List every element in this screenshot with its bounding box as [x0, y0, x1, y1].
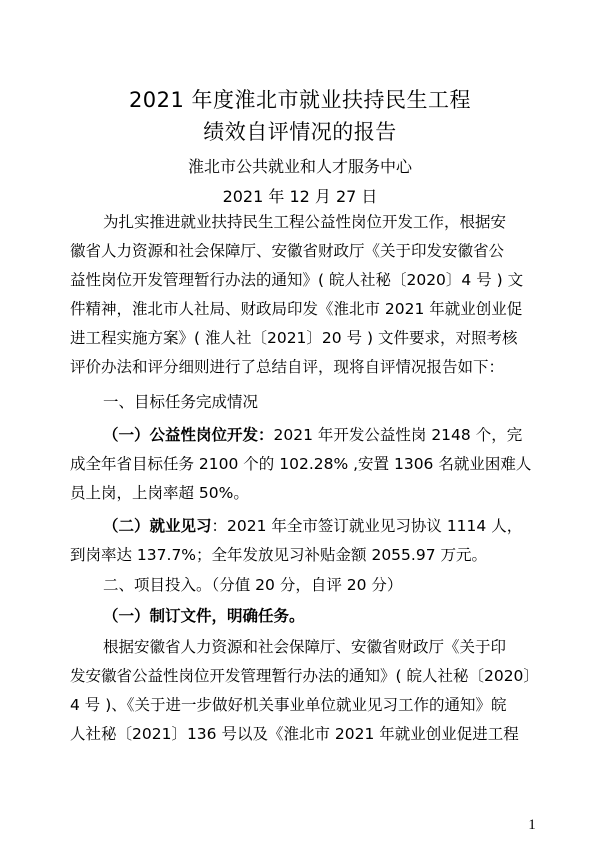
intro-line-5: 进工程实施方案》( 淮人社〔2021〕20 号 ) 文件要求，对照考核 [70, 329, 518, 347]
item-1-label: （一）公益性岗位开发： [103, 426, 274, 444]
intro-line-2: 徽省人力资源和社会保障厅、安徽省财政厅《关于印发安徽省公 [70, 242, 505, 260]
issuing-organization: 淮北市公共就业和人才服务中心 [187, 157, 412, 176]
report-date: 2021 年 12 月 27 日 [222, 187, 378, 206]
item-1-line-3: 员上岗，上岗率超 50%。 [70, 484, 249, 502]
item-2-text-1: ：2021 年全市签订就业见习协议 1114 人， [211, 517, 523, 535]
body-2-line-2: 发安徽省公益性岗位开发管理暂行办法的通知》( 皖人社秘〔2020〕 [70, 667, 539, 685]
intro-line-6: 评价办法和评分细则进行了总结自评，现将自评情况报告如下： [70, 358, 505, 376]
intro-line-1: 为扎实推进就业扶持民生工程公益性岗位开发工作，根据安 [103, 213, 507, 231]
section-2-heading: 二、项目投入。（分值 20 分，自评 20 分） [103, 576, 403, 594]
sub-1-heading: （一）制订文件，明确任务。 [103, 606, 305, 625]
page-number: 1 [528, 817, 536, 833]
section-1-heading: 一、目标任务完成情况 [103, 393, 259, 411]
item-2-label: （二）就业见习 [103, 517, 212, 535]
item-2-line-2: 到岗率达 137.7%；全年发放见习补贴金额 2055.97 万元。 [70, 546, 487, 564]
item-1-line-1 [103, 424, 548, 446]
body-2-line-4: 人社秘〔2021〕136 号以及《淮北市 2021 年就业创业促进工程 [70, 725, 519, 743]
intro-line-3: 益性岗位开发管理暂行办法的通知》( 皖人社秘〔2020〕4 号 ) 文 [70, 271, 524, 289]
body-2-line-3: 4 号 )、《关于进一步做好机关事业单位就业见习工作的通知》皖 [70, 696, 507, 714]
item-1-line-2: 成全年省目标任务 2100 个的 102.28% ,安置 1306 名就业困难人 [70, 455, 532, 473]
body-2-line-1: 根据安徽省人力资源和社会保障厅、安徽省财政厅《关于印 [103, 638, 507, 656]
intro-line-4: 件精神，淮北市人社局、财政局印发《淮北市 2021 年就业创业促 [70, 300, 523, 318]
report-title-line-1: 2021 年度淮北市就业扶持民生工程 [128, 88, 472, 112]
item-1-text-1: 2021 年开发公益性岗 2148 个，完 [273, 426, 523, 444]
report-title-line-2: 绩效自评情况的报告 [203, 120, 397, 144]
item-2-line-1 [103, 515, 548, 537]
